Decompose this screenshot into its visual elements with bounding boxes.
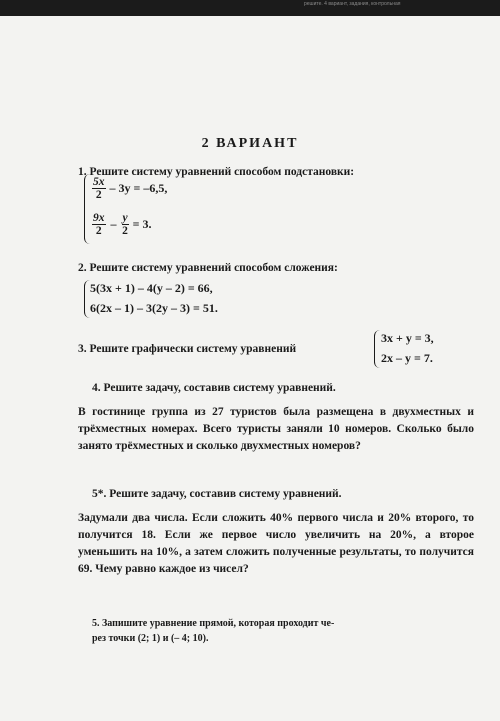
fraction-numerator: 5x: [93, 175, 105, 188]
task4-text: В гостинице группа из 27 туристов была размещена в двухместных и трёхместных номерах. Всего туристы заняли 10 номеров. Сколько было занято трёхместных и сколько двухместных номеров?: [78, 406, 474, 452]
task1-eq2-fraction1: [92, 212, 106, 237]
minus-sign: –: [110, 216, 117, 231]
fraction-denominator: 2: [95, 224, 102, 237]
fraction-denominator: 2: [95, 188, 102, 201]
task1-system: [92, 170, 167, 242]
task2-label: 2. Решите систему уравнений способом сложения:: [78, 262, 338, 274]
task1-eq2: [92, 206, 167, 242]
task1-label: 1. Решите систему уравнений способом подстановки:: [78, 166, 355, 178]
fraction-denominator: 2: [122, 224, 128, 237]
task4-label: 4. Решите задачу, составив систему уравнений.: [92, 382, 336, 394]
task2-system: [90, 278, 218, 318]
task3-label: 3. Решите графически систему уравнений: [78, 343, 297, 355]
task3-brace: [374, 330, 380, 368]
task2-eq1: 5(3x + 1) – 4(y – 2) = 66,: [90, 281, 213, 295]
task1-eq2-fraction2: [122, 212, 129, 237]
task1-eq2-rest: = 3.: [132, 216, 152, 231]
task1-brace: [84, 174, 91, 244]
task1-eq1-rest: – 3y = –6,5,: [109, 180, 168, 195]
task1-eq1-fraction: [92, 176, 106, 201]
task3-eq1: 3x + y = 3,: [381, 331, 434, 345]
fraction-numerator: 9x: [93, 211, 105, 224]
task1-eq1: [92, 170, 167, 206]
task3-eq2: 2x – y = 7.: [381, 351, 433, 365]
task5-line1: 5. Запишите уравнение прямой, которая проходит че-: [92, 618, 335, 629]
page-title: 2 ВАРИАНТ: [201, 136, 299, 151]
header-text: решите. 4 вариант, задания, контрольная: [304, 1, 401, 7]
task5-line2: рез точки (2; 1) и (– 4; 10).: [92, 633, 209, 644]
top-dark-band: [0, 0, 500, 16]
worksheet-page: [0, 16, 500, 721]
fraction-numerator: y: [122, 211, 128, 224]
task5star-text: Задумали два числа. Если сложить 40% первого числа и 20% второго, то получится 18. Если же первое число увеличить на 20%, а второе уменьшить на 10%, а затем сложить полученные результаты, то получится 69. Чему равно каждое из чисел?: [78, 512, 474, 575]
task3-system: [381, 328, 434, 368]
task5star-label: 5*. Решите задачу, составив систему уравнений.: [92, 488, 342, 500]
task2-eq2: 6(2x – 1) – 3(2y – 3) = 51.: [90, 301, 218, 315]
